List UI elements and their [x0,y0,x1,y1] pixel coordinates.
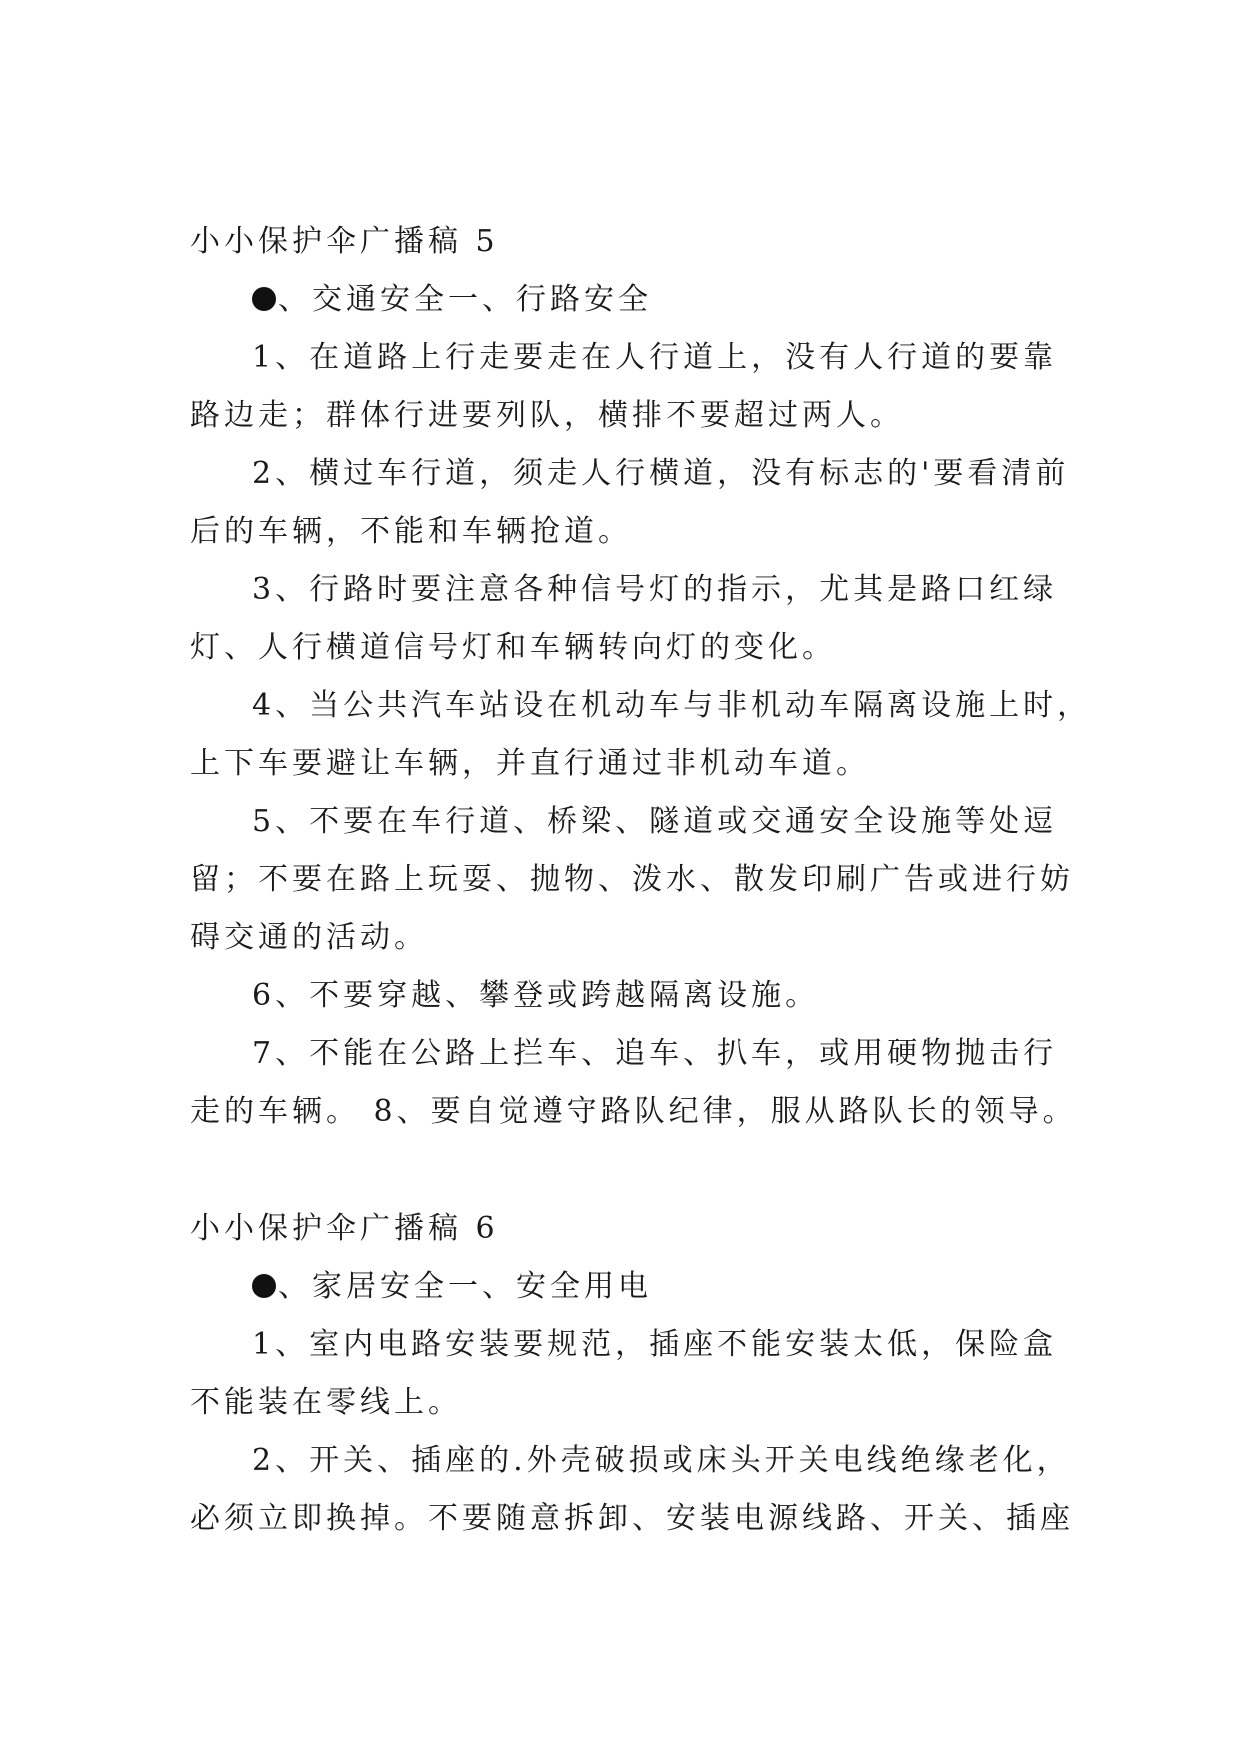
section-heading-text: 、交通安全一、行路安全 [278,282,652,317]
paragraph-line: 碍交通的活动。 [190,920,428,955]
paragraph-line: 路边走；群体行进要列队，横排不要超过两人。 [190,398,904,433]
paragraph-line: 1、在道路上行走要走在人行道上，没有人行道的要靠 [252,340,1058,375]
paragraph-line: 必须立即换掉。不要随意拆卸、安装电源线路、开关、插座 [190,1501,1074,1536]
section-heading-text: 、家居安全一、安全用电 [278,1269,652,1304]
bullet-icon [252,1274,276,1298]
paragraph-line: 留；不要在路上玩耍、抛物、泼水、散发印刷广告或进行妨 [190,862,1074,897]
paragraph-line: 3、行路时要注意各种信号灯的指示，尤其是路口红绿 [252,572,1058,607]
bullet-icon [252,287,276,311]
paragraph-line: 1、室内电路安装要规范，插座不能安装太低，保险盒 [252,1327,1058,1362]
section-heading [252,280,652,320]
paragraph-line: 上下车要避让车辆，并直行通过非机动车道。 [190,746,870,781]
paragraph-line: 2、开关、插座的.外壳破损或床头开关电线绝缘老化， [252,1443,1071,1478]
paragraph-line: 走的车辆。 8、要自觉遵守路队纪律，服从路队长的领导。 [190,1094,1077,1129]
paragraph-line: 后的车辆，不能和车辆抢道。 [190,514,632,549]
paragraph-line: 不能装在零线上。 [190,1385,462,1420]
paragraph-line: 灯、人行横道信号灯和车辆转向灯的变化。 [190,630,836,665]
section-title: 小小保护伞广播稿 6 [190,1211,499,1246]
paragraph-line: 4、当公共汽车站设在机动车与非机动车隔离设施上时， [252,688,1092,723]
section-heading [252,1267,652,1307]
section-title: 小小保护伞广播稿 5 [190,224,499,259]
paragraph-line: 2、横过车行道，须走人行横道，没有标志的'要看清前 [252,456,1070,491]
paragraph-line: 6、不要穿越、攀登或跨越隔离设施。 [252,978,820,1013]
paragraph-line: 7、不能在公路上拦车、追车、扒车，或用硬物抛击行 [252,1036,1058,1071]
paragraph-line: 5、不要在车行道、桥梁、隧道或交通安全设施等处逗 [252,804,1058,839]
